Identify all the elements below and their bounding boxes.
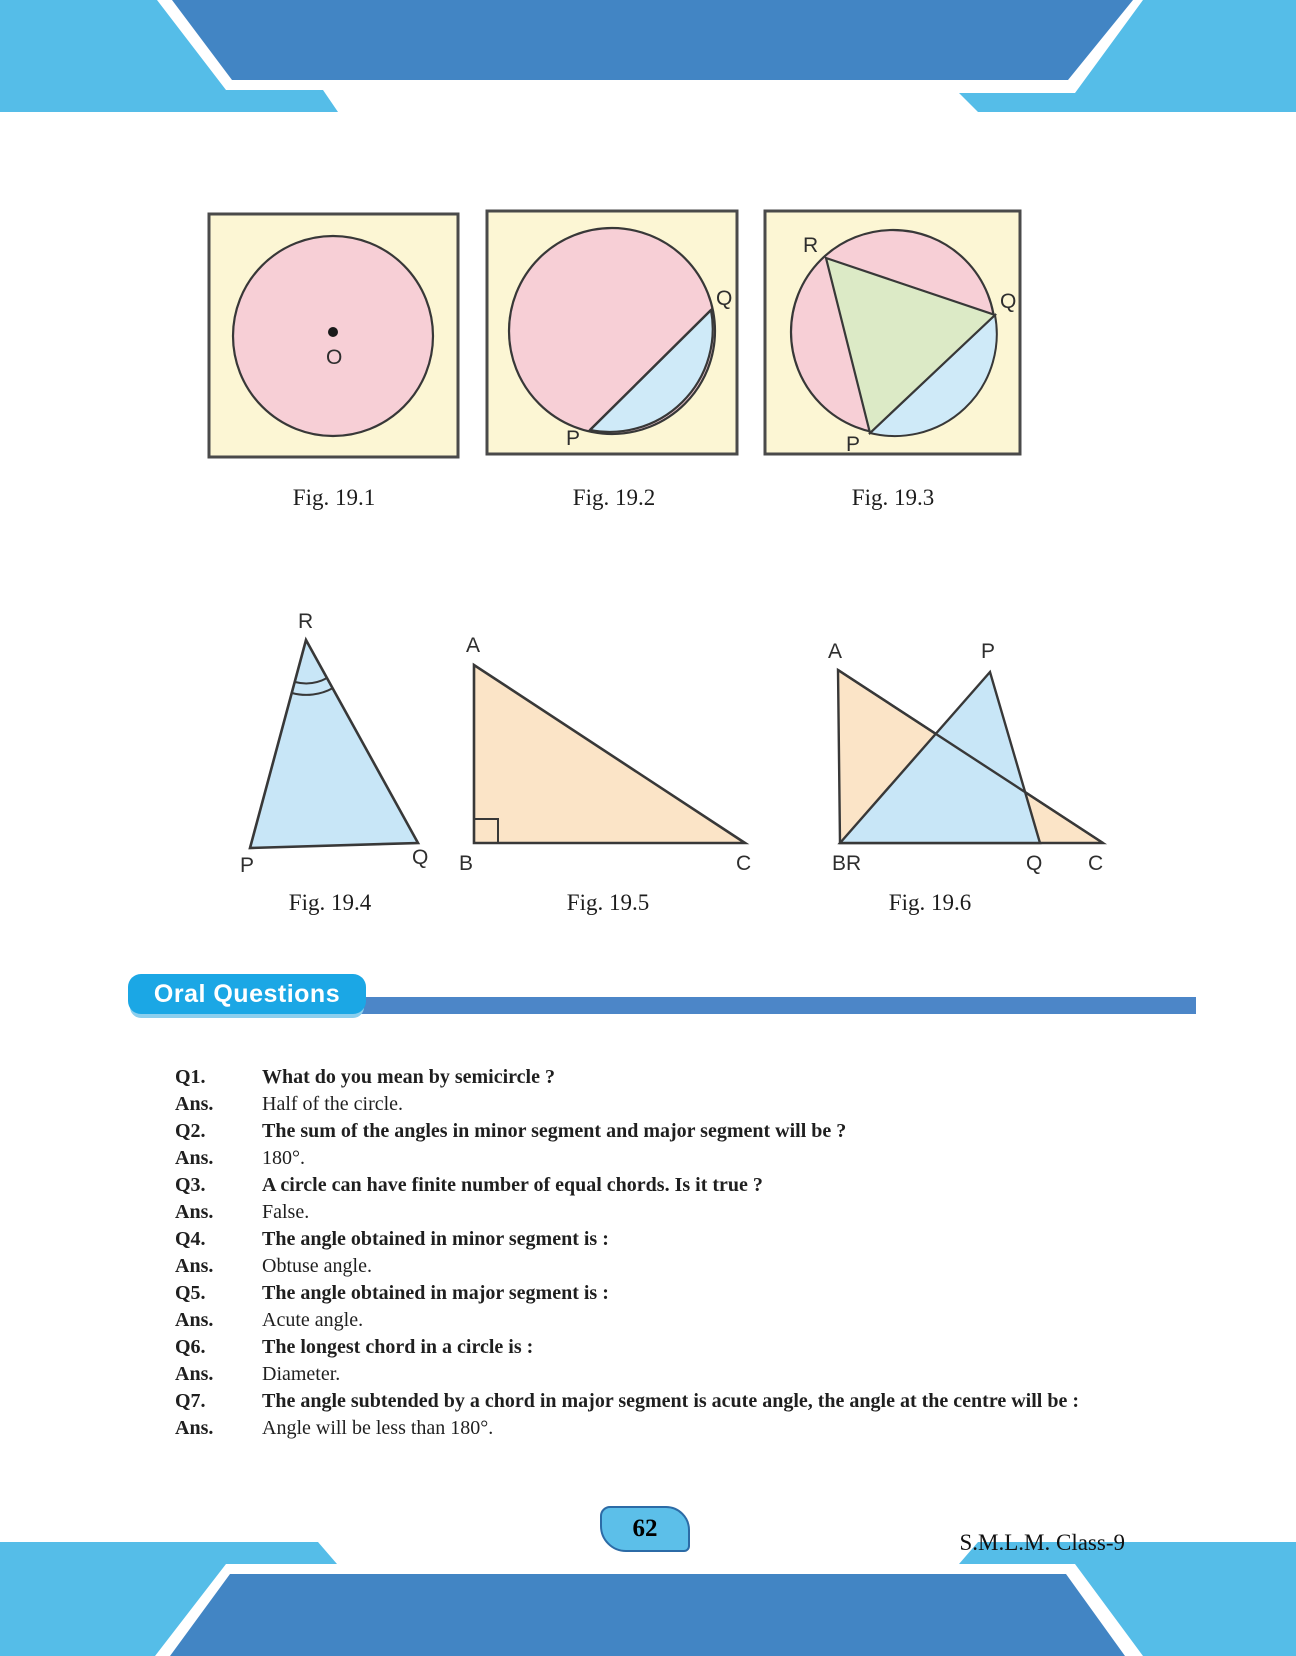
question-text: The sum of the angles in minor segment and major segment will be ?: [262, 1120, 847, 1142]
qa-question-row: [175, 1066, 1130, 1088]
page-number-badge: [600, 1506, 690, 1552]
figure-19-5: [459, 634, 751, 875]
fig-19-3-caption: Fig. 19.3: [851, 485, 935, 510]
fig-19-4-triangle: [250, 640, 418, 848]
question-text: The angle subtended by a chord in major segment is acute angle, the angle at the centre will be :: [262, 1390, 1080, 1412]
fig-19-2-circle: [509, 228, 715, 434]
fig-19-2-caption: Fig. 19.2: [572, 485, 656, 510]
answer-text: Diameter.: [262, 1363, 341, 1385]
question-text: The angle obtained in minor segment is :: [262, 1228, 609, 1250]
fig-19-5-label-B: B: [459, 852, 474, 875]
qa-answer-row: [175, 1255, 1130, 1277]
page-number: 62: [632, 1515, 658, 1542]
qa-answer-row: [175, 1309, 1130, 1331]
section-header-bar: [233, 997, 1196, 1014]
answer-text: 180°.: [262, 1147, 305, 1169]
section-title: Oral Questions: [153, 979, 341, 1008]
question-number: Q3.: [175, 1174, 206, 1196]
answer-text: Angle will be less than 180°.: [262, 1417, 494, 1439]
figure-19-4: [240, 610, 428, 877]
fig-19-4-label-P: P: [240, 854, 255, 877]
qa-answer-row: [175, 1147, 1130, 1169]
qa-question-row: [175, 1336, 1130, 1358]
qa-answer-row: [175, 1417, 1130, 1439]
fig-19-4-label-R: R: [298, 610, 314, 633]
fig-19-1-centre-dot: [328, 327, 338, 337]
edition-text: S.M.L.M. Class-9: [959, 1530, 1125, 1555]
question-number: Q6.: [175, 1336, 206, 1358]
answer-label: Ans.: [175, 1147, 214, 1169]
question-text: The longest chord in a circle is :: [262, 1336, 534, 1358]
answer-label: Ans.: [175, 1201, 214, 1223]
question-number: Q7.: [175, 1390, 206, 1412]
answer-text: Acute angle.: [262, 1309, 364, 1331]
oral-questions-list: [175, 1066, 1130, 1444]
fig-19-6-label-C: C: [1088, 852, 1104, 875]
qa-question-row: [175, 1282, 1130, 1304]
fig-19-4-label-Q: Q: [412, 846, 429, 869]
fig-19-1-caption: Fig. 19.1: [292, 485, 376, 510]
fig-19-2-label-P: P: [566, 427, 581, 450]
answer-text: Obtuse angle.: [262, 1255, 372, 1277]
question-number: Q4.: [175, 1228, 206, 1250]
answer-text: Half of the circle.: [262, 1093, 404, 1115]
section-header-badge: [128, 974, 366, 1014]
qa-answer-row: [175, 1201, 1130, 1223]
fig-19-3-label-R: R: [803, 234, 819, 257]
footer-dark-trapezoid: [170, 1574, 1125, 1656]
answer-text: False.: [262, 1201, 310, 1223]
figure-19-1: [209, 214, 458, 457]
fig-19-1-label-O: O: [326, 346, 343, 369]
qa-question-row: [175, 1174, 1130, 1196]
fig-19-5-caption: Fig. 19.5: [566, 890, 650, 915]
question-text: What do you mean by semicircle ?: [262, 1066, 555, 1088]
fig-19-3-label-P: P: [846, 433, 861, 456]
qa-question-row: [175, 1390, 1130, 1412]
answer-label: Ans.: [175, 1417, 214, 1439]
fig-19-4-caption: Fig. 19.4: [288, 890, 372, 915]
figure-19-2: [487, 211, 737, 454]
fig-19-6-label-BR: BR: [832, 852, 862, 875]
question-text: A circle can have finite number of equal chords. Is it true ?: [262, 1174, 763, 1196]
answer-label: Ans.: [175, 1255, 214, 1277]
fig-19-5-triangle: [474, 665, 745, 843]
answer-label: Ans.: [175, 1093, 214, 1115]
fig-19-6-label-P: P: [981, 640, 996, 663]
question-number: Q1.: [175, 1066, 206, 1088]
fig-19-6-caption: Fig. 19.6: [888, 890, 972, 915]
answer-label: Ans.: [175, 1309, 214, 1331]
figure-19-3: [765, 211, 1020, 456]
qa-answer-row: [175, 1363, 1130, 1385]
fig-19-2-label-Q: Q: [716, 287, 733, 310]
fig-19-5-label-C: C: [736, 852, 752, 875]
fig-19-6-label-A: A: [828, 640, 843, 663]
question-number: Q2.: [175, 1120, 206, 1142]
header-dark-trapezoid: [172, 0, 1133, 80]
figure-19-6: [828, 640, 1103, 875]
fig-19-5-label-A: A: [466, 634, 481, 657]
question-number: Q5.: [175, 1282, 206, 1304]
qa-question-row: [175, 1120, 1130, 1142]
fig-19-3-label-Q: Q: [1000, 290, 1017, 313]
fig-19-6-label-Q: Q: [1026, 852, 1043, 875]
answer-label: Ans.: [175, 1363, 214, 1385]
qa-answer-row: [175, 1093, 1130, 1115]
qa-question-row: [175, 1228, 1130, 1250]
question-text: The angle obtained in major segment is :: [262, 1282, 609, 1304]
